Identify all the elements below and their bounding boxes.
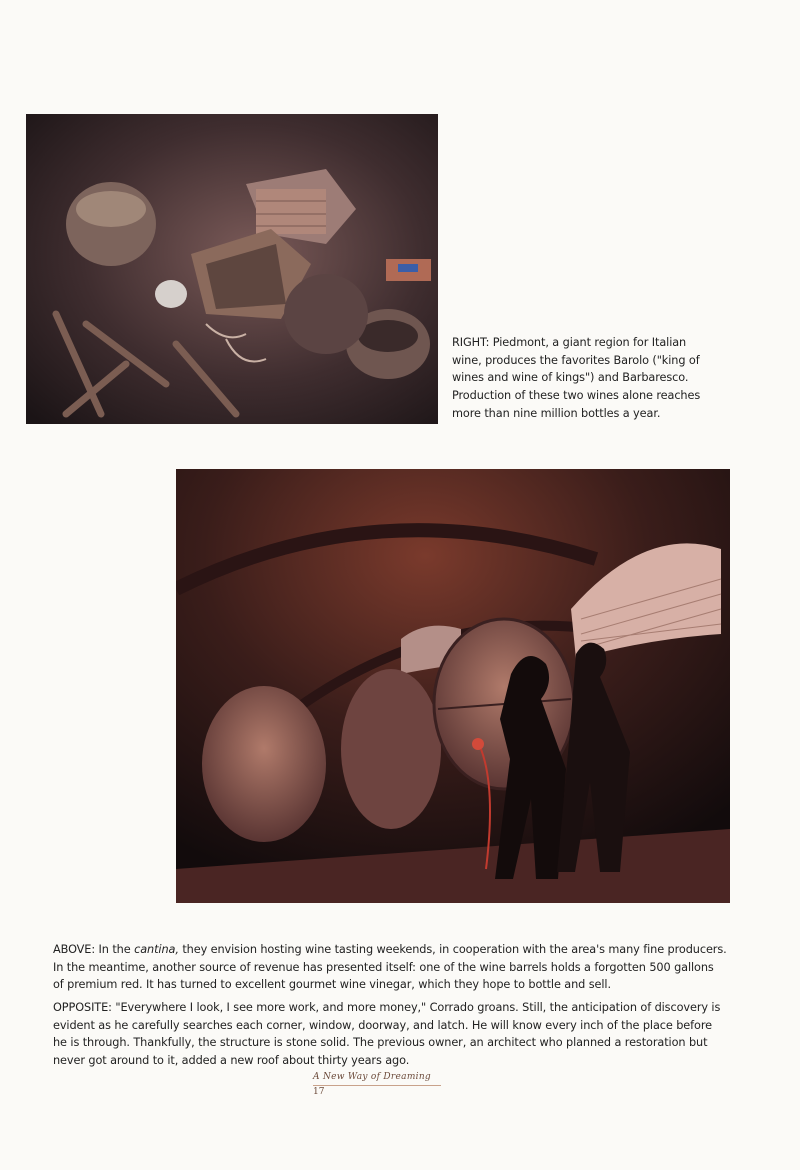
caption-right-label: RIGHT: — [452, 336, 490, 350]
cantina-barrels-image — [176, 469, 730, 903]
footer-divider — [313, 1085, 441, 1086]
page-number: 17 — [313, 1087, 325, 1097]
caption-opposite-text: "Everywhere I look, I see more work, and more money," Corrado groans. Still, the anticipation of discovery is evident as he carefully searches each corner, window, doorway, and latch. He will know every inch of the place before he is through. Thankfully, the structure is stone solid. The previous owner, an architect who planned a restoration but never got around to it, added a new roof about thirty years ago. — [53, 1001, 721, 1068]
photo-cantina-barrels — [176, 469, 730, 903]
caption-above-emphasis: cantina, — [134, 943, 179, 957]
cellar-clutter-image — [26, 114, 438, 424]
caption-opposite — [53, 999, 727, 1069]
footer-book-title: A New Way of Dreaming — [313, 1072, 431, 1082]
caption-right — [452, 334, 707, 422]
caption-above-label: ABOVE: — [53, 943, 96, 957]
photo-cellar-clutter — [26, 114, 438, 424]
caption-right-text: Piedmont, a giant region for Italian wine, produces the favorites Barolo ("king of wines and wine of kings") and Barbaresco. Production of these two wines alone reaches more than nine million bottles a year. — [452, 336, 701, 420]
caption-above-text-after: they envision hosting wine tasting weekends, in cooperation with the area's many fine producers. In the meantime, another source of revenue has presented itself: one of the wine barrels holds a forgotten 500 gallons of premium red. It has turned to excellent gourmet wine vinegar, which they hope to bottle and sell. — [53, 943, 727, 992]
caption-above-text-before: In the — [98, 943, 131, 957]
caption-above — [53, 941, 727, 994]
caption-opposite-label: OPPOSITE: — [53, 1001, 112, 1015]
